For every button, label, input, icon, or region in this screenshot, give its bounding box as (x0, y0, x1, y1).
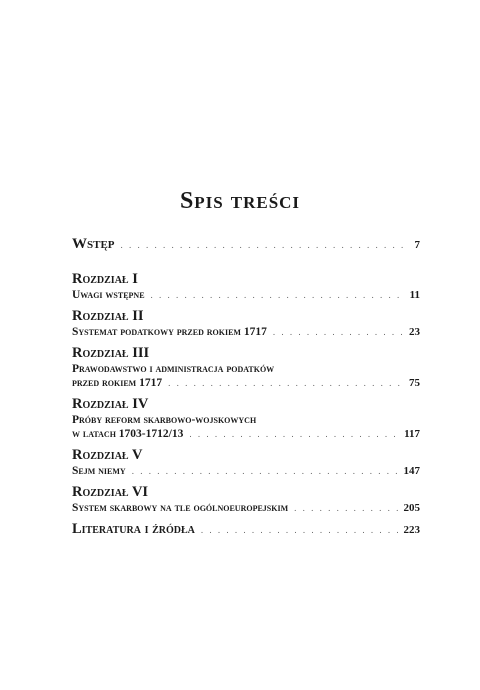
chapter-title: przed rokiem 1717 (72, 377, 163, 389)
chapter-heading: Rozdział II (72, 308, 144, 324)
chapter-title: Systemat podatkowy przed rokiem 1717 (72, 326, 267, 338)
chapter-heading: Rozdział I (72, 271, 138, 287)
toc-entry-label: Wstęp (72, 236, 115, 252)
chapter-heading: Rozdział VI (72, 484, 149, 500)
chapter-title: Sejm niemy (72, 465, 126, 477)
table-of-contents (72, 236, 420, 538)
dot-leader (294, 501, 397, 515)
toc-page-number: 23 (409, 326, 420, 338)
toc-entry-label: Literatura i źródła (72, 521, 195, 537)
toc-chapter-3 (72, 345, 420, 390)
toc-chapter-4 (72, 396, 420, 441)
toc-page-number: 117 (404, 428, 420, 440)
dot-leader (132, 464, 398, 478)
dot-leader (189, 427, 398, 441)
toc-entry-intro (72, 236, 420, 253)
dot-leader (121, 240, 409, 250)
chapter-title-line (72, 501, 420, 515)
chapter-heading: Rozdział V (72, 447, 143, 463)
chapter-title-line (72, 325, 420, 339)
chapter-title-line (72, 288, 420, 302)
chapter-heading: Rozdział III (72, 345, 150, 361)
dot-leader (273, 325, 403, 339)
toc-page-number: 11 (409, 289, 420, 301)
chapter-title-line (72, 427, 420, 441)
dot-leader (168, 376, 403, 390)
page-title: Spis treści (179, 188, 301, 214)
toc-chapter-2 (72, 308, 420, 339)
toc-page-number: 223 (403, 524, 420, 536)
dot-leader (151, 288, 404, 302)
toc-chapter-6 (72, 484, 420, 515)
toc-chapter-1 (72, 271, 420, 302)
chapter-title: Uwagi wstępne (72, 289, 145, 301)
chapter-title: w latach 1703-1712/13 (72, 428, 184, 440)
dot-leader (201, 525, 398, 535)
chapter-title: System skarbowy na tle ogólnoeuropejskim (72, 502, 289, 514)
toc-entry-literature (72, 521, 420, 538)
toc-chapter-5 (72, 447, 420, 478)
toc-page-number: 7 (414, 239, 420, 251)
chapter-title-first-line: Próby reform skarbowo-wojskowych (72, 414, 257, 426)
toc-page-number: 147 (403, 465, 420, 477)
toc-page-number: 75 (409, 377, 420, 389)
chapter-title-line (72, 376, 420, 390)
chapter-title-first-line: Prawodawstwo i administracja podatków (72, 363, 275, 375)
toc-page-number: 205 (403, 502, 420, 514)
chapter-title-line (72, 464, 420, 478)
chapter-heading: Rozdział IV (72, 396, 149, 412)
